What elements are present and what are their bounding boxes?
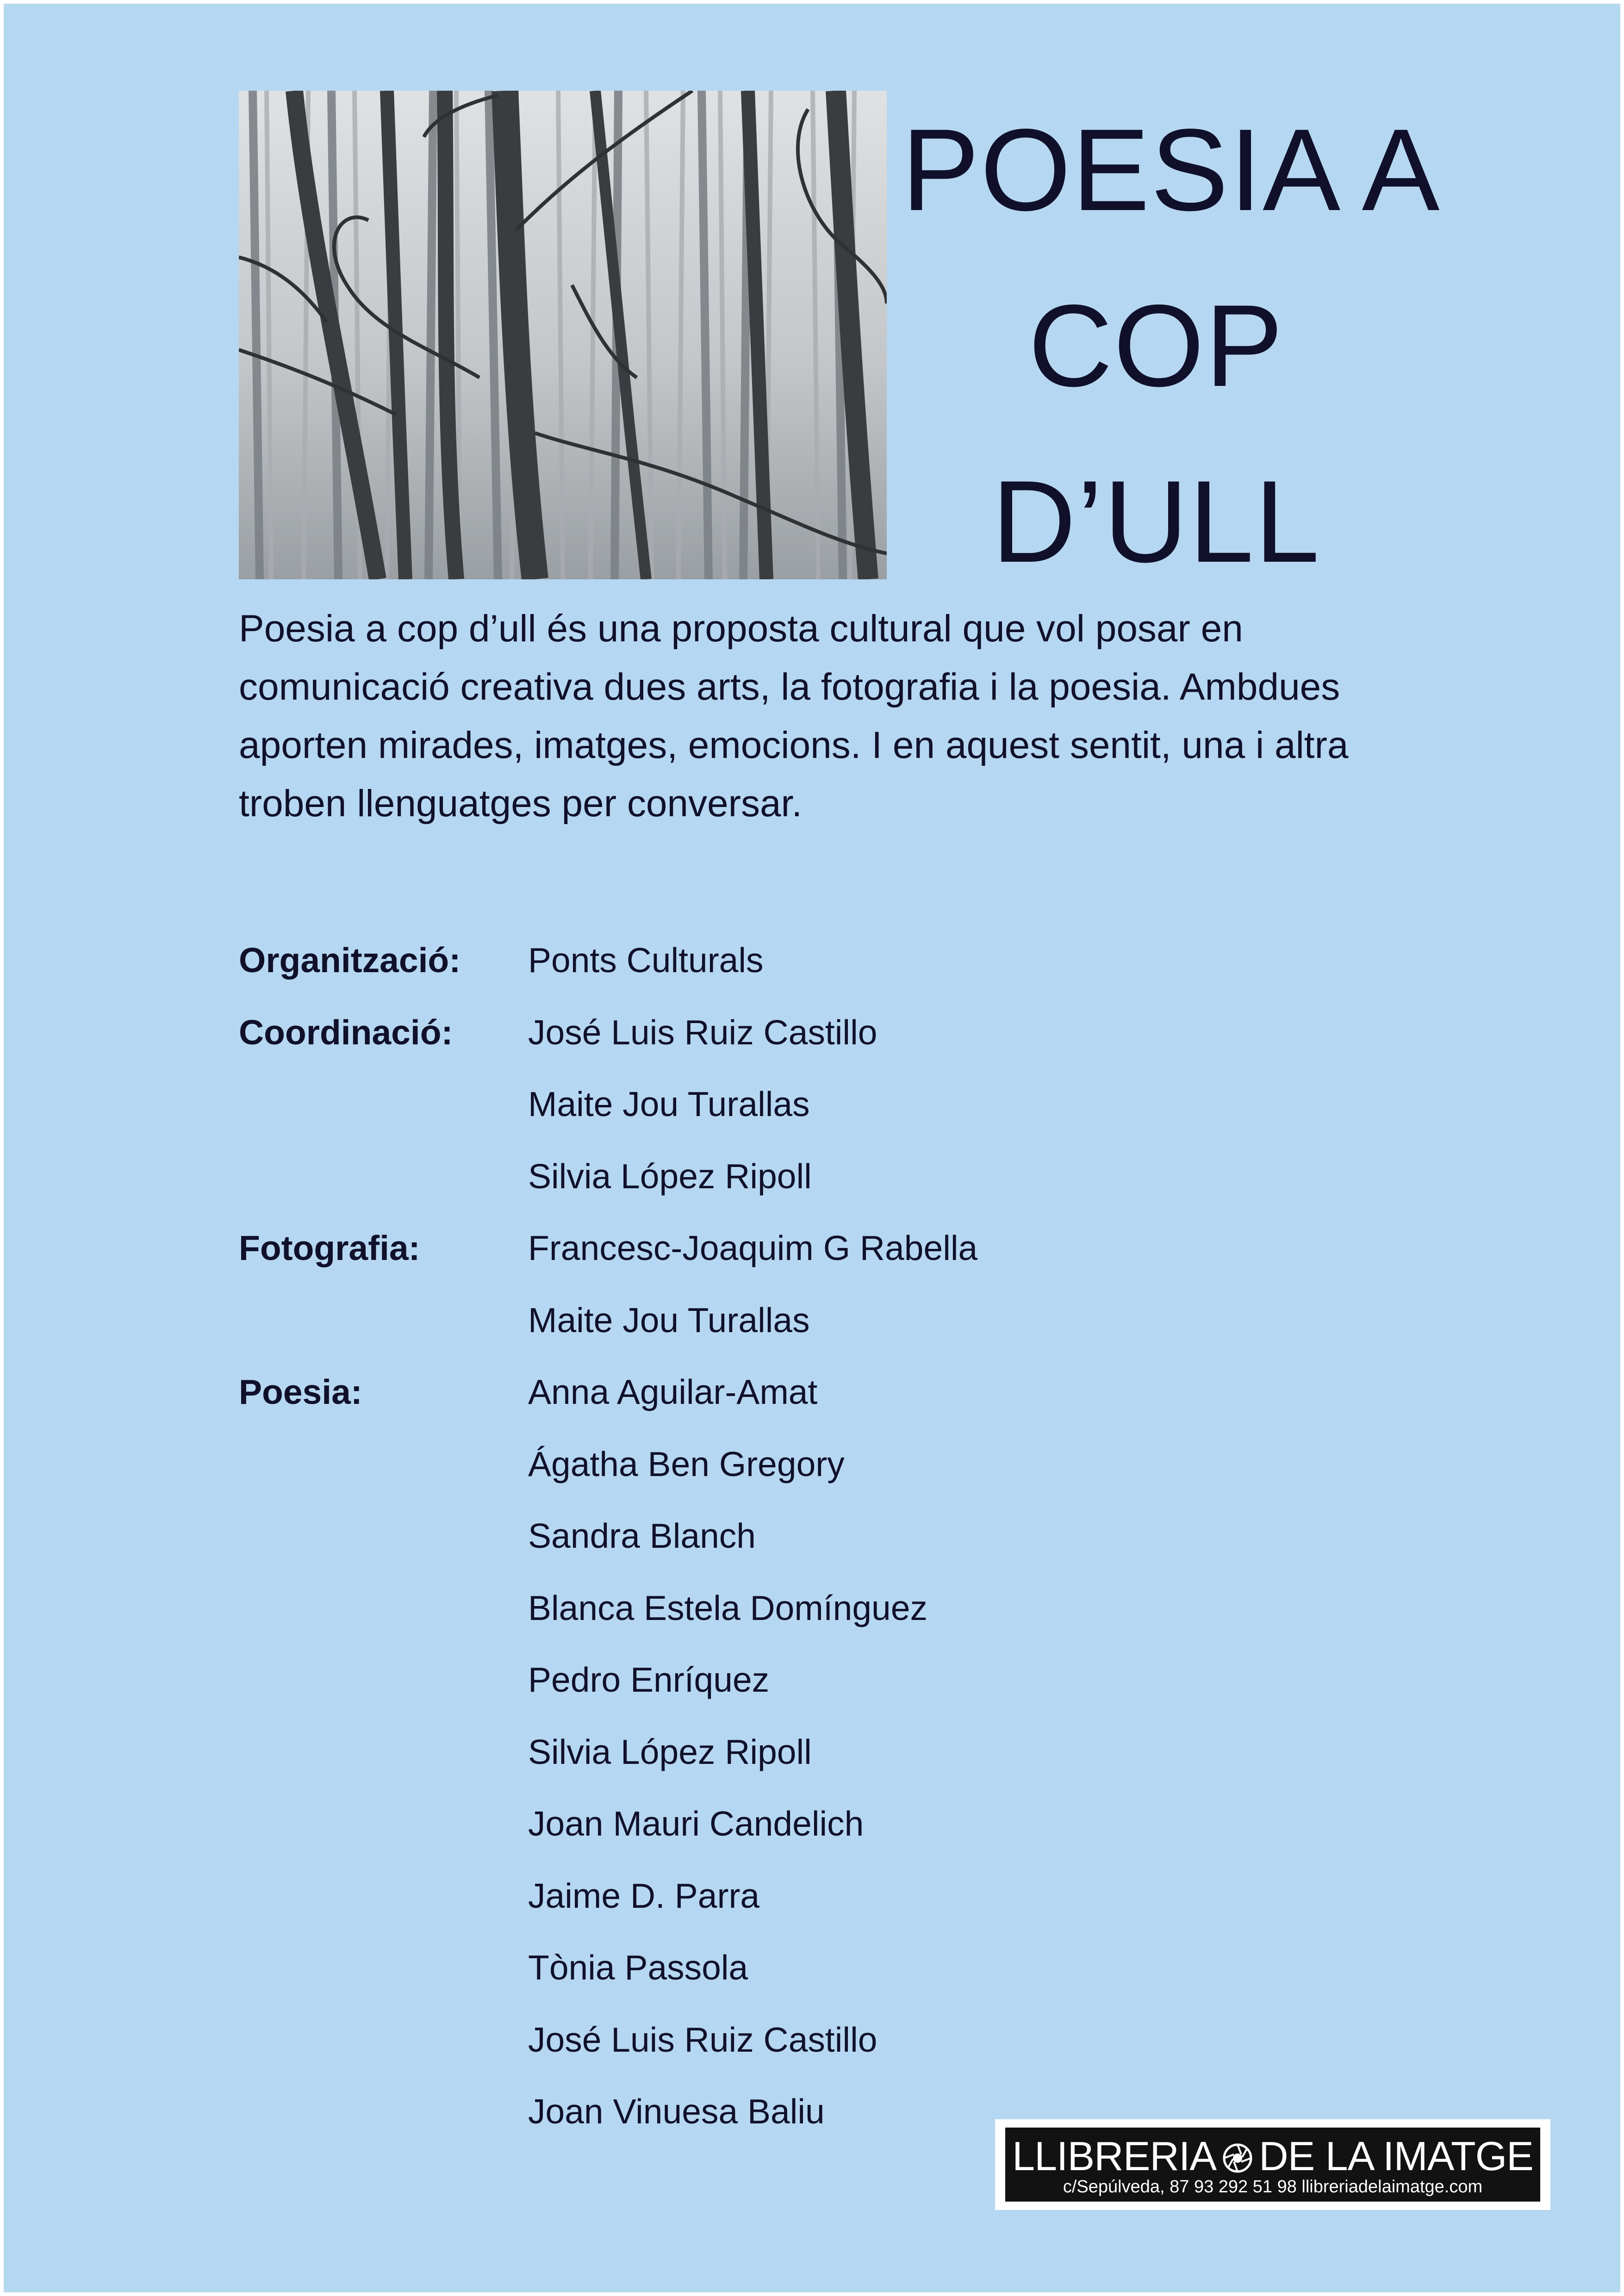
credit-row — [239, 2004, 1118, 2076]
credit-name: Blanca Estela Domínguez — [528, 1588, 927, 1627]
credit-row — [239, 1212, 1118, 1285]
credit-label: Coordinació: — [239, 1012, 453, 1052]
title-line: COP — [1028, 281, 1284, 411]
logo-panel — [1005, 2128, 1540, 2202]
credit-name: Joan Mauri Candelich — [528, 1804, 864, 1843]
credit-name: Anna Aguilar-Amat — [528, 1372, 818, 1411]
credit-row — [239, 1716, 1118, 1788]
logo-subtitle: c/Sepúlveda, 87 93 292 51 98 llibreriadelaimatge.com — [1063, 2177, 1483, 2197]
title-line: POESIA A — [902, 105, 1441, 235]
credit-name: Pedro Enríquez — [528, 1660, 770, 1699]
credit-row — [239, 1356, 1118, 1428]
credit-row — [239, 1500, 1118, 1572]
credit-name: Maite Jou Turallas — [528, 1085, 810, 1123]
forest-photo — [239, 91, 887, 579]
poster — [4, 4, 1620, 2292]
logo-title-left: LLIBRERIA — [1012, 2133, 1217, 2179]
bookstore-logo — [995, 2119, 1550, 2210]
credit-row — [239, 925, 1118, 997]
title-line: D’ULL — [991, 457, 1321, 587]
credit-name: Silvia López Ripoll — [528, 1156, 812, 1196]
credit-row — [239, 1428, 1118, 1501]
aperture-icon — [1223, 2137, 1252, 2166]
credit-name: José Luis Ruiz Castillo — [528, 1012, 877, 1052]
credit-row — [239, 1644, 1118, 1716]
credit-row — [239, 1068, 1118, 1141]
logo-title — [1005, 2134, 1540, 2178]
credit-name: Francesc-Joaquim G Rabella — [528, 1229, 978, 1267]
credit-label: Organització: — [239, 941, 461, 980]
credit-row — [239, 1860, 1118, 1932]
credit-row — [239, 1285, 1118, 1357]
credit-name: Jaime D. Parra — [528, 1876, 760, 1915]
credit-row — [239, 997, 1118, 1069]
credit-label: Fotografia: — [239, 1229, 420, 1267]
credit-name: Ponts Culturals — [528, 941, 764, 980]
credit-row — [239, 1141, 1118, 1213]
credit-name: Maite Jou Turallas — [528, 1300, 810, 1340]
poster-title — [902, 82, 1441, 610]
credit-row — [239, 1788, 1118, 1860]
intro-paragraph: Poesia a cop d’ull és una proposta cultural que vol posar en comunicació creativa dues arts, la fotografia i la poesia. Ambdues aporten mirades, imatges, emocions. I en aquest sentit, una i altra troben llenguatges per conversar. — [239, 608, 1349, 825]
credit-name: Sandra Blanch — [528, 1516, 756, 1555]
credit-name: Joan Vinuesa Baliu — [528, 2092, 825, 2131]
credit-name: Tònia Passola — [528, 1948, 748, 1987]
credits-list — [239, 925, 1118, 2148]
logo-title-right: DE LA IMATGE — [1259, 2133, 1533, 2179]
credit-row — [239, 2076, 1118, 2148]
credit-row — [239, 1572, 1118, 1644]
credit-name: Ágatha Ben Gregory — [528, 1444, 845, 1483]
credit-row — [239, 1932, 1118, 2004]
credit-name: Silvia López Ripoll — [528, 1732, 812, 1771]
credit-name: José Luis Ruiz Castillo — [528, 2020, 877, 2059]
credit-label: Poesia: — [239, 1372, 362, 1411]
